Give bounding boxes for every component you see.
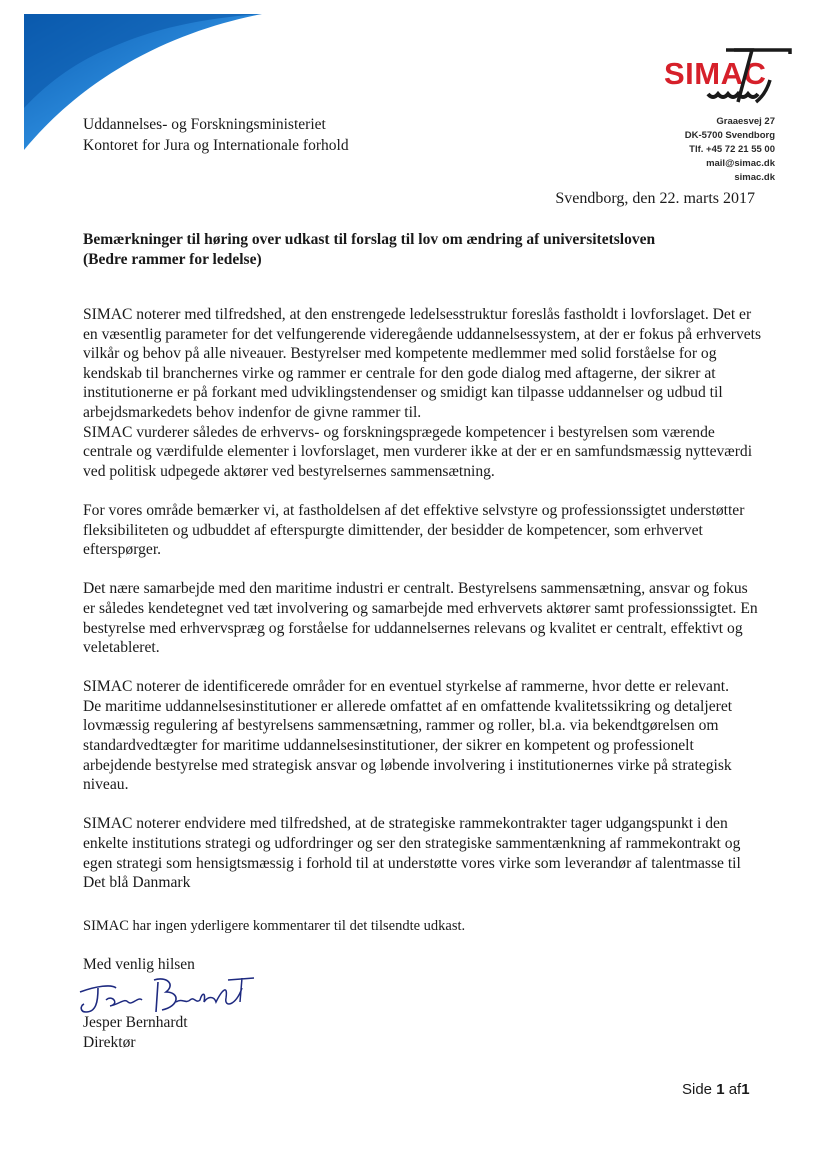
recipient-line-1: Uddannelses- og Forskningsministeriet	[83, 116, 326, 133]
sender-street: Graaesvej 27	[716, 116, 775, 127]
recipient-line-2: Kontoret for Jura og Internationale forhold	[83, 137, 349, 154]
signer-block	[83, 1013, 188, 1053]
signer-name: Jesper Bernhardt	[83, 1014, 188, 1031]
dateline: Svendborg, den 22. marts 2017	[555, 190, 755, 207]
greeting: Med venlig hilsen	[83, 956, 195, 973]
sender-city: DK-5700 Svendborg	[684, 130, 775, 141]
paragraph-6: De maritime uddannelsesinstitutioner er allerede omfattet af en omfattende kvalitetssikring og detaljeret lovmæssig regulering af bestyrelsens sammensætning, rammer og roller, bl.a. via bekendtgørelsen om standardvedtægter for maritime uddannelsesinstitutioner, der sikrer en kompetent og professionelt arbejdende bestyrelse med strategisk ansvar og løbende involvering i institutionernes virke på strategisk niveau.	[83, 697, 733, 794]
subject-line-2: (Bedre rammer for ledelse)	[83, 251, 262, 268]
sender-email[interactable]: mail@simac.dk	[706, 158, 775, 169]
closing-note: SIMAC har ingen yderligere kommentarer til det tilsendte udkast.	[83, 918, 466, 934]
recipient-block	[83, 114, 349, 156]
simac-logo	[664, 44, 794, 110]
paragraph-1: SIMAC noterer med tilfredshed, at den enstrengede ledelsesstruktur foreslås fastholdt i lovforslaget. Det er en væsentlig parameter for det velfungerende videregående uddannelsessystem, at der er fokus på erhvervets vilkår og behov på alle niveauer. Bestyrelser med kompetente medlemmer med solid forståelse for og kendskab til branchernes virke og rammer er centrale for den gode dialog med aftagerne, der sikrer at institutionerne er på forkant med udviklingstendenser og smidigt kan tilpasse uddannelser og udbud til arbejdsmarkedets behov indenfor de givne rammer til.	[83, 306, 762, 421]
page-prefix: Side	[682, 1081, 713, 1098]
paragraph-7: SIMAC noterer endvidere med tilfredshed, at de strategiske rammekontrakter tager udgangspunkt i den enkelte institutions strategi og udfordringer og ser den strategiske sammentænkning af rammekontrakt og egen strategi som hensigtsmæssig i forhold til at understøtte vores virke som leverandør af talentmasse til Det blå Danmark	[83, 815, 741, 892]
paragraph-4: Det nære samarbejde med den maritime industri er centralt. Bestyrelsens sammensætning, ansvar og fokus er således kendetegnet ved tæt involvering og samarbejde med erhvervets aktører samt professionssigtet. En bestyrelse med erhvervspræg og forståelse for uddannelsernes relevans og kvalitet er centralt, effektivt og veletableret.	[83, 580, 758, 657]
paragraph-3: For vores område bemærker vi, at fastholdelsen af det effektive selvstyre og professionssigtet understøtter fleksibiliteten og udbuddet af efterspurgte dimittender, der besidder de kompetencer, som erhvervet efterspørger.	[83, 501, 745, 559]
subject-heading	[83, 230, 753, 270]
page-number	[682, 1081, 750, 1098]
letter-body	[83, 305, 763, 912]
sender-web[interactable]: simac.dk	[734, 172, 775, 183]
sender-address	[685, 115, 775, 185]
logo-text: SIMAC	[664, 56, 767, 91]
paragraph-5: SIMAC noterer de identificerede områder for en eventuel styrkelse af rammerne, hvor dette er relevant.	[83, 678, 729, 696]
page-current: 1	[716, 1081, 725, 1098]
sender-phone: Tlf. +45 72 21 55 00	[689, 144, 775, 155]
anchor-waves-logo-icon	[664, 44, 794, 110]
page-middle: af	[728, 1081, 742, 1098]
signer-title: Direktør	[83, 1034, 136, 1051]
paragraph-2: SIMAC vurderer således de erhvervs- og forskningsprægede kompetencer i bestyrelsen som værende centrale og værdifulde elementer i lovforslaget, men vurderer ikke at der er en samfundsmæssig nytteværdi ved politisk udpegede aktører ved bestyrelsernes sammensætning.	[83, 423, 753, 480]
subject-line-1: Bemærkninger til høring over udkast til forslag til lov om ændring af universitetsloven	[83, 231, 656, 248]
page-total: 1	[741, 1081, 750, 1098]
